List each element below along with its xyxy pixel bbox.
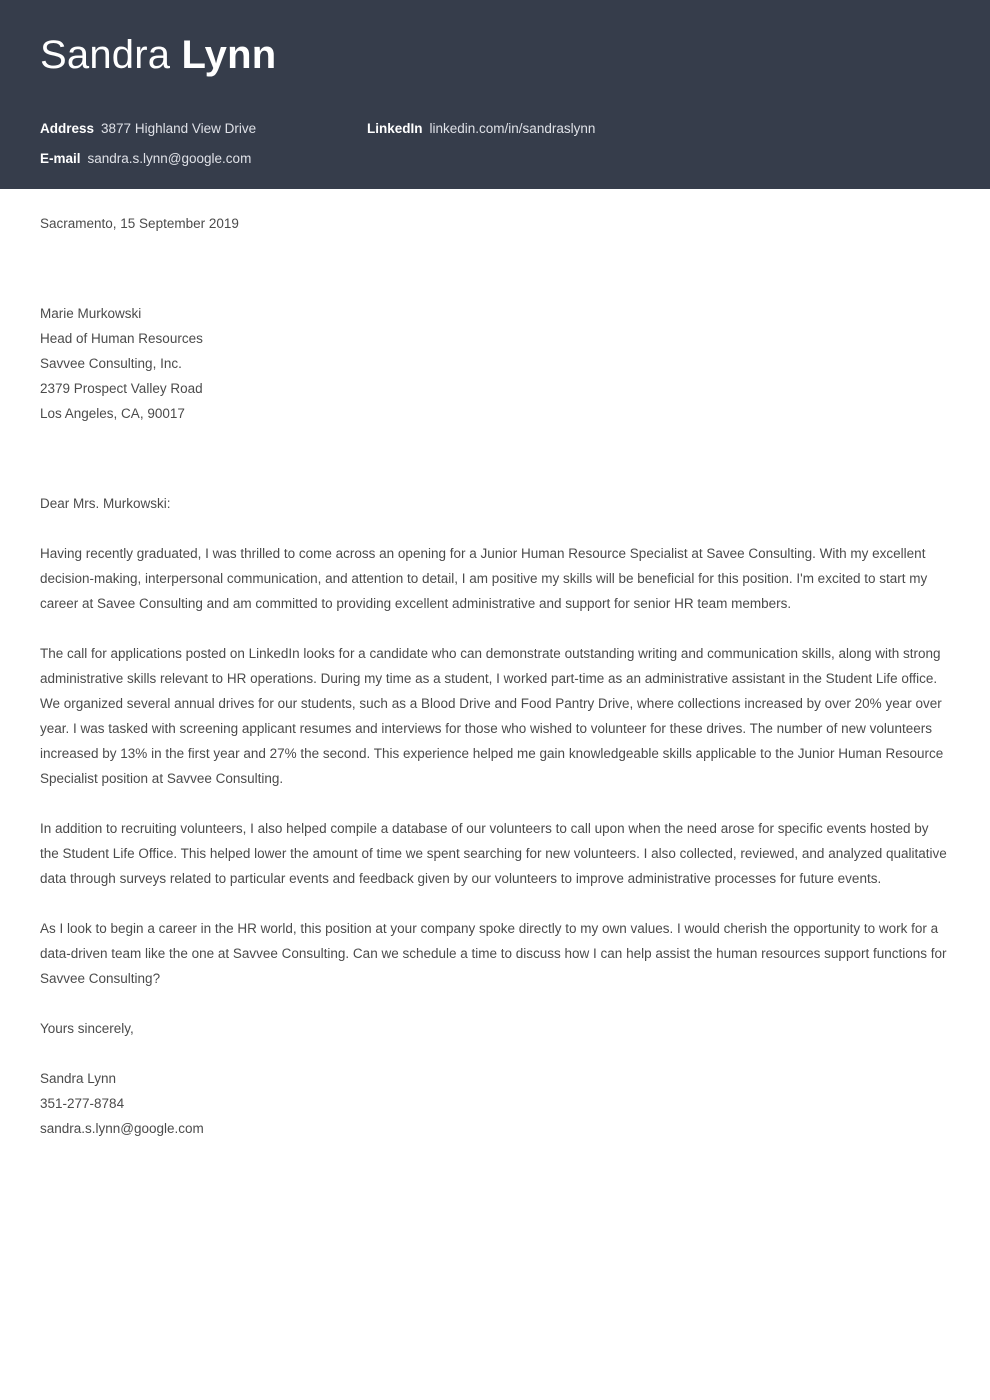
contact-linkedin-value[interactable]: linkedin.com/in/sandraslynn [429, 121, 596, 136]
contact-linkedin[interactable] [367, 120, 595, 138]
signature-block [40, 1066, 950, 1141]
signature-name: Sandra Lynn [40, 1071, 117, 1087]
contact-email-label: E-mail [40, 150, 81, 166]
salutation: Dear Mrs. Murkowski: [40, 496, 171, 512]
recipient-title: Head of Human Resources [40, 331, 203, 347]
body-paragraph-2: The call for applications posted on LinkedIn looks for a candidate who can demonstrate outstanding writing and communication skills, along with strong administrative skills relevant to HR operations. During my time as a student, I worked part-time as an administrative assistant in the Student Life office. We organized several annual drives for our students, such as a Blood Drive and Food Pantry Drive, where collections increased by over 20% year over year. I was tasked with screening applicant resumes and interviews for those who wished to volunteer for these drives. The number of new volunteers increased by 13% in the first year and 27% the second. This experience helped me gain knowledgeable skills applicable to the Junior Human Resource Specialist position at Savvee Consulting. [40, 646, 944, 787]
letter-header [0, 0, 990, 189]
closing-line: Yours sincerely, [40, 1021, 134, 1037]
recipient-street: 2379 Prospect Valley Road [40, 381, 203, 397]
recipient-block [40, 301, 950, 426]
candidate-first-name: Sandra [40, 33, 171, 77]
recipient-city: Los Angeles, CA, 90017 [40, 406, 185, 422]
letter-paragraphs [40, 541, 950, 991]
contact-email-value[interactable]: sandra.s.lynn@google.com [87, 150, 252, 166]
contact-address-value: 3877 Highland View Drive [101, 121, 257, 136]
candidate-last-name: Lynn [181, 33, 277, 77]
signature-phone: 351-277-8784 [40, 1096, 125, 1112]
date-line: Sacramento, 15 September 2019 [40, 216, 239, 232]
body-paragraph-4: As I look to begin a career in the HR world, this position at your company spoke directly to my own values. I would cherish the opportunity to work for a data-driven team like the one at Savvee Consulting. Can we schedule a time to discuss how I can help assist the human resources support functions for Savvee Consulting? [40, 921, 947, 987]
signature-email: sandra.s.lynn@google.com [40, 1121, 204, 1137]
candidate-name [40, 34, 950, 76]
recipient-name: Marie Murkowski [40, 306, 142, 322]
recipient-company: Savvee Consulting, Inc. [40, 356, 182, 372]
contact-details [40, 120, 950, 167]
contact-email[interactable] [40, 150, 367, 168]
body-paragraph-3: In addition to recruiting volunteers, I also helped compile a database of our volunteers to call upon when the need arose for specific events hosted by the Student Life Office. This helped lower the amount of time we spent searching for new volunteers. I also collected, reviewed, and analyzed qualitative data through surveys related to particular events and feedback given by our volunteers to improve administrative processes for future events. [40, 821, 947, 887]
contact-linkedin-label: LinkedIn [367, 121, 423, 136]
contact-row [40, 150, 950, 168]
letter-body [0, 189, 990, 1181]
contact-row [40, 120, 950, 138]
contact-address-label: Address [40, 121, 95, 136]
body-paragraph-1: Having recently graduated, I was thrilled to come across an opening for a Junior Human Resource Specialist at Savee Consulting. With my excellent decision-making, interpersonal communication, and attention to detail, I am positive my skills will be beneficial for this position. I'm excited to start my career at Savee Consulting and am committed to providing excellent administrative and support for senior HR team members. [40, 546, 928, 612]
contact-address [40, 120, 367, 138]
